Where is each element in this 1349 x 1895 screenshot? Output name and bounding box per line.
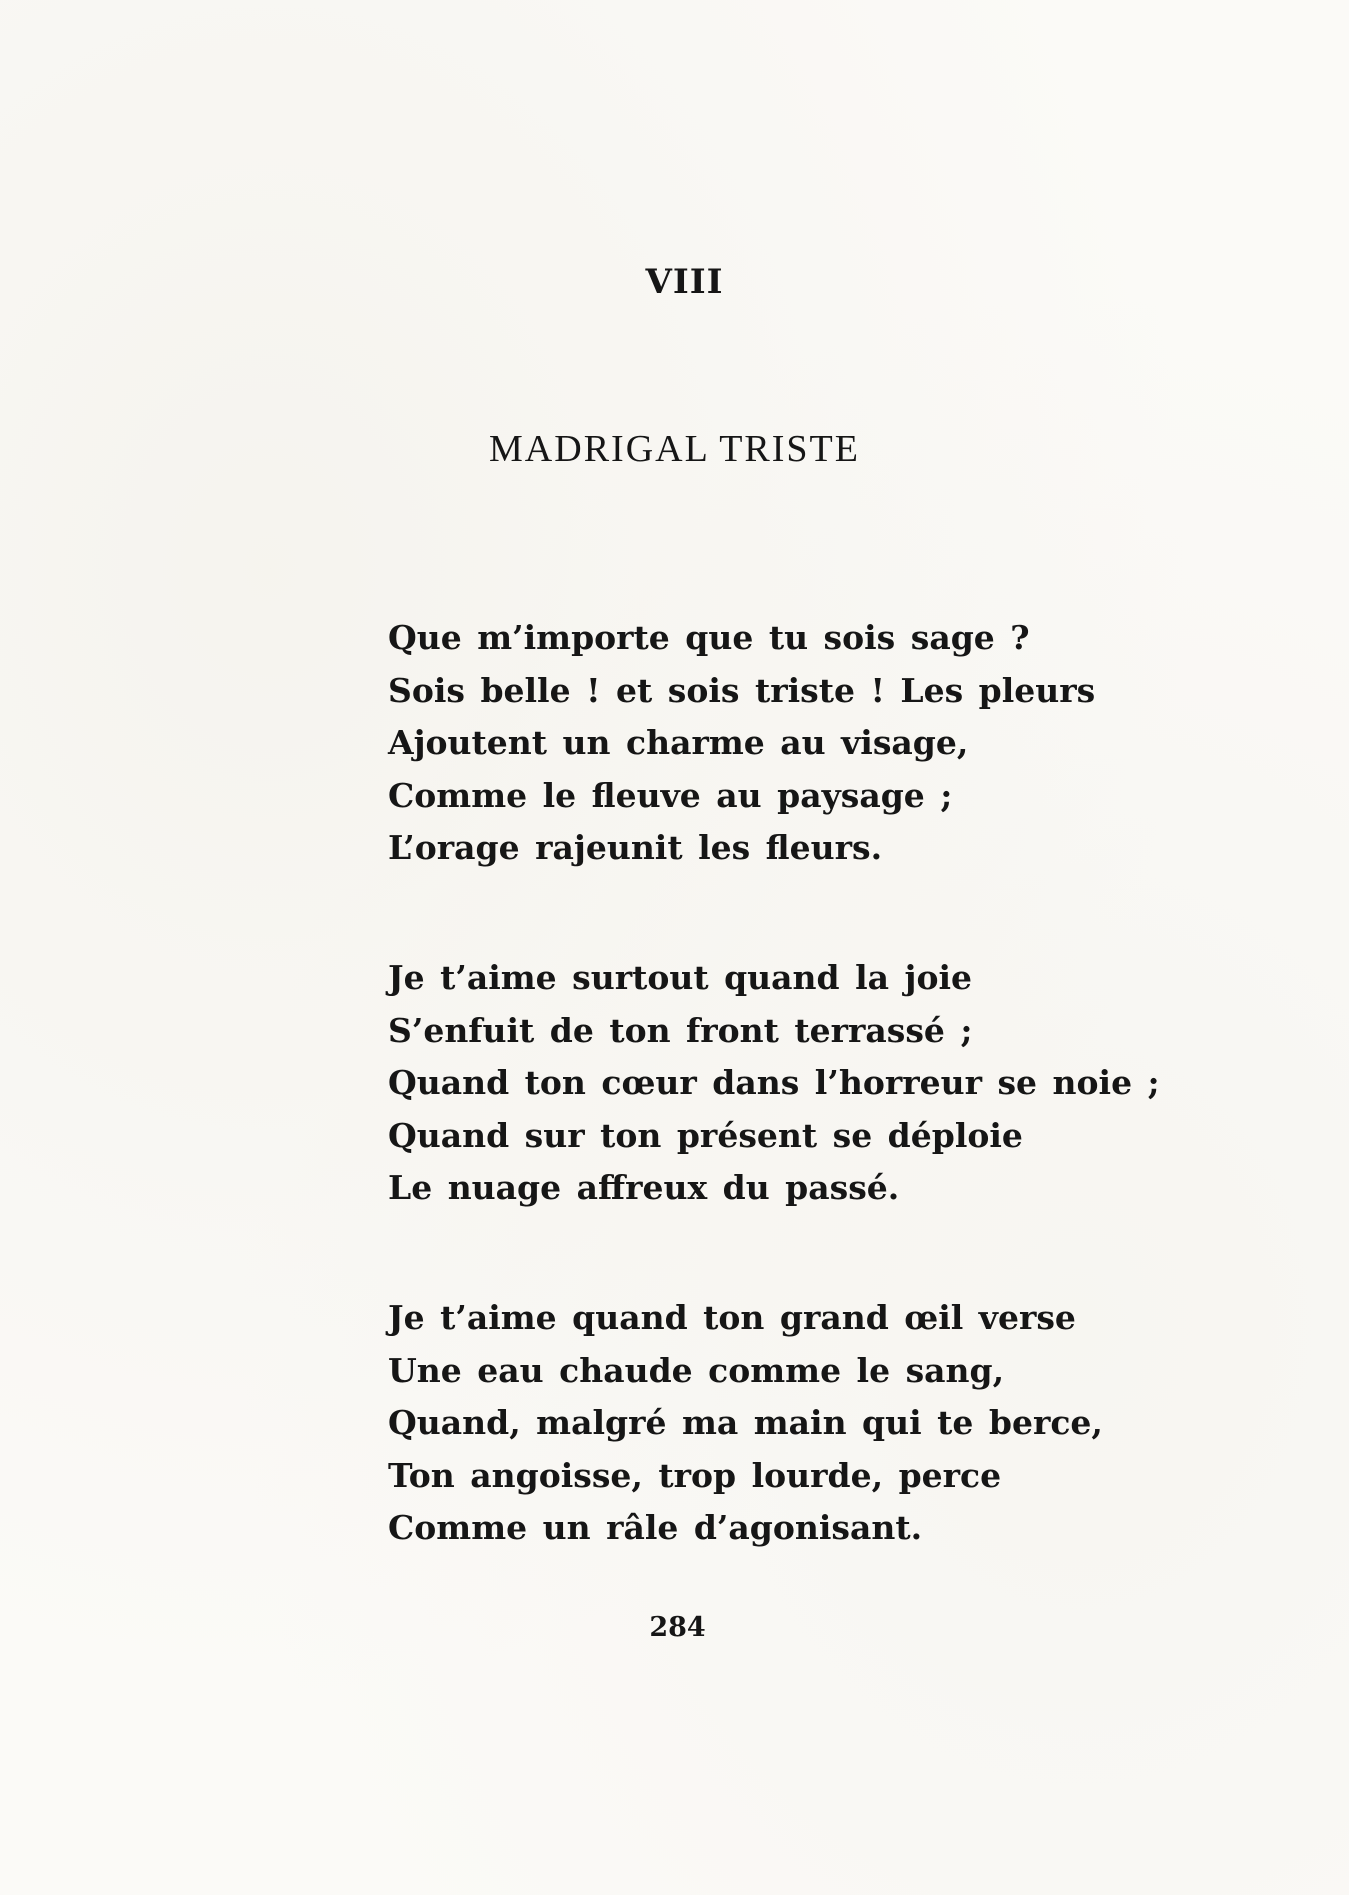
verse-line: Que m’importe que tu sois sage ? <box>388 618 1030 657</box>
verse-line: Sois belle ! et sois triste ! Les pleurs <box>388 670 1096 710</box>
page-number: 284 <box>649 1612 706 1643</box>
verse-line: Une eau chaude comme le sang, <box>388 1350 1005 1390</box>
verse-line: S’enfuit de ton front terrassé ; <box>388 1010 973 1050</box>
verse-line: Quand sur ton présent se déploie <box>388 1115 1023 1155</box>
verse-line: Le nuage affreux du passé. <box>388 1168 900 1207</box>
verse-line: Ajoutent un charme au visage, <box>388 723 969 762</box>
stanza-3 <box>388 1292 1188 1555</box>
stanza-2 <box>388 952 1188 1215</box>
verse-line: L’orage rajeunit les fleurs. <box>388 828 883 867</box>
verse-line: Ton angoisse, trop lourde, perce <box>388 1455 1002 1495</box>
verse-line: Je t’aime surtout quand la joie <box>388 958 972 997</box>
stanza-1 <box>388 612 1188 875</box>
verse-line: Quand ton cœur dans l’horreur se noie ; <box>388 1063 1160 1102</box>
verse-line: Je t’aime quand ton grand œil verse <box>388 1298 1076 1337</box>
section-number: VIII <box>645 262 724 302</box>
verse-line: Comme un râle d’agonisant. <box>388 1508 923 1547</box>
verse-line: Quand, malgré ma main qui te berce, <box>388 1403 1103 1442</box>
verse-line: Comme le fleuve au paysage ; <box>388 775 953 815</box>
poem-title: MADRIGAL TRISTE <box>489 428 860 470</box>
